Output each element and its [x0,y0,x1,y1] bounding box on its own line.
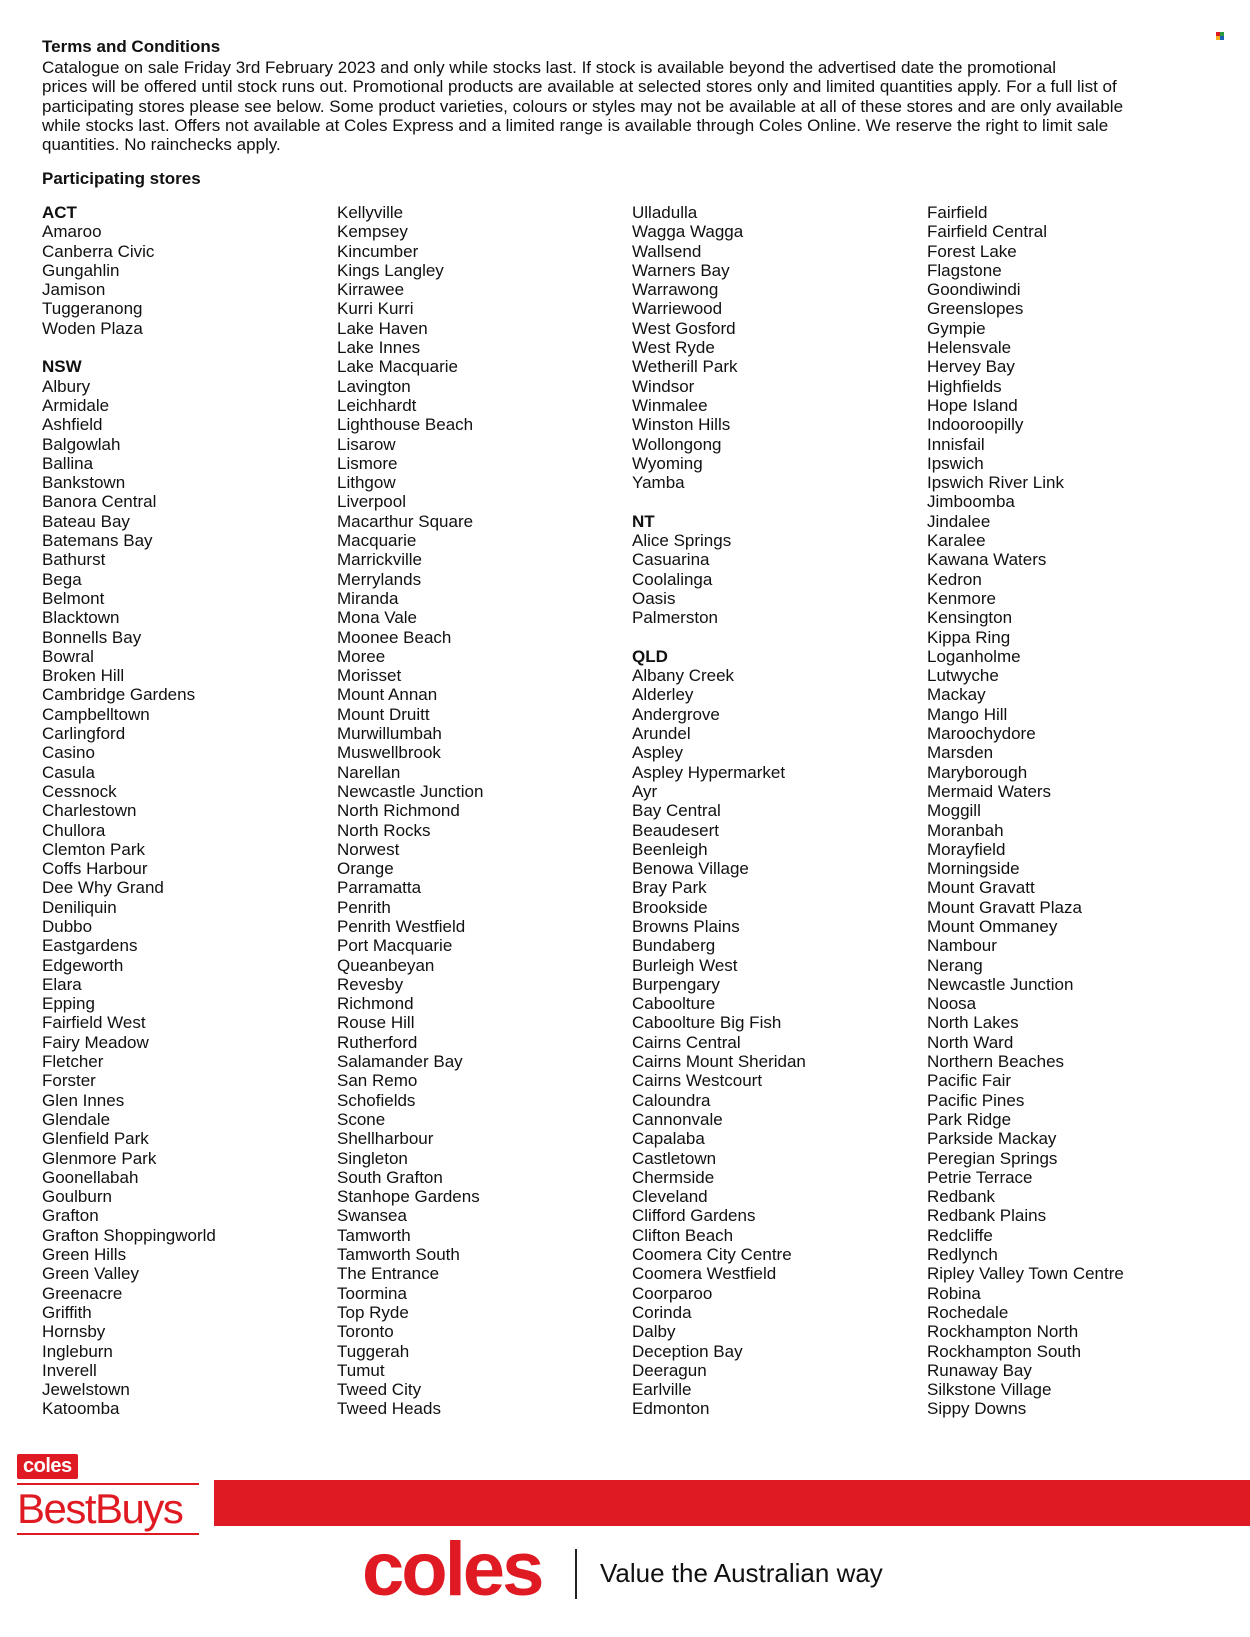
store-name: Rouse Hill [337,1013,415,1033]
store-name: Cessnock [42,781,117,801]
store-name: Ripley Valley Town Centre [927,1264,1124,1284]
store-name: Chermside [632,1167,715,1187]
store-name: Warriewood [632,299,723,319]
store-name: Goondiwindi [927,280,1021,300]
store-name: Gympie [927,318,986,338]
store-name: Redcliffe [927,1225,993,1245]
store-name: Alice Springs [632,531,732,551]
store-name: Newcastle Junction [337,781,484,801]
store-name: Kedron [927,569,982,589]
mini-coles-logo: coles [17,1454,78,1479]
store-name: Beenleigh [632,839,708,859]
store-name: Epping [42,994,95,1014]
store-name: Cairns Central [632,1032,741,1052]
store-name: Mount Gravatt Plaza [927,897,1082,917]
store-name: Winston Hills [632,415,731,435]
store-name: Green Valley [42,1264,140,1284]
store-name: North Rocks [337,820,431,840]
store-name: Kurri Kurri [337,299,414,319]
store-name: Clifton Beach [632,1225,734,1245]
store-name: Glen Innes [42,1090,125,1110]
store-name: Deeragun [632,1360,707,1380]
store-name: Bankstown [42,473,126,493]
store-name: Mount Gravatt [927,878,1035,898]
store-name: Toronto [337,1322,394,1342]
section-spacer [632,628,922,647]
store-name: Murwillumbah [337,724,442,744]
store-name: Burpengary [632,974,720,994]
store-name: Charlestown [42,801,137,821]
store-name: Coolalinga [632,569,713,589]
store-name: Ipswich River Link [927,473,1064,493]
store-name: Queanbeyan [337,955,435,975]
store-name: Bonnells Bay [42,627,142,647]
store-name: Flagstone [927,260,1002,280]
store-name: Tweed Heads [337,1399,441,1419]
store-name: Brookside [632,897,708,917]
store-name: Nerang [927,955,983,975]
store-name: Bowral [42,646,94,666]
store-name: Canberra Civic [42,241,155,261]
store-name: Grafton [42,1206,99,1226]
store-name: Schofields [337,1090,416,1110]
store-name: Helensvale [927,338,1012,358]
store-name: Moonee Beach [337,627,452,647]
store-name: Ingleburn [42,1341,113,1361]
store-name: Glenfield Park [42,1129,149,1149]
store-name: Bundaberg [632,936,716,956]
store-name: Park Ridge [927,1109,1012,1129]
store-name: Aspley [632,743,684,763]
store-name: Cairns Mount Sheridan [632,1052,806,1072]
store-name: Marrickville [337,550,422,570]
store-name: Silkstone Village [927,1380,1052,1400]
store-name: Mount Annan [337,685,438,705]
store-name: North Richmond [337,801,460,821]
terms-line: while stocks last. Offers not available at Coles Express and a limited range is available through Coles Online. We reserve the right to limit sale [42,115,1109,135]
store-name: Moggill [927,801,981,821]
red-banner [214,1480,1250,1526]
store-name: Tweed City [337,1380,422,1400]
store-name: Beaudesert [632,820,719,840]
store-name: Ipswich [927,453,984,473]
state-heading: QLD [632,646,668,666]
store-name: Green Hills [42,1245,127,1265]
store-name: Casuarina [632,550,710,570]
store-name: Ulladulla [632,203,698,222]
store-name: Caboolture [632,994,716,1014]
store-name: Glendale [42,1109,111,1129]
store-name: Katoomba [42,1399,120,1419]
store-name: Winmalee [632,395,708,415]
store-name: Ashfield [42,415,103,435]
store-name: Mount Druitt [337,704,430,724]
store-name: Greenacre [42,1283,123,1303]
store-name: Deniliquin [42,897,117,917]
store-name: Toormina [337,1283,407,1303]
store-name: Lake Macquarie [337,357,458,377]
store-name: Karalee [927,531,986,551]
store-name: Sippy Downs [927,1399,1027,1419]
store-name: Carlingford [42,724,126,744]
section-spacer [42,338,332,357]
terms-section [42,36,1212,154]
store-name: Newcastle Junction [927,974,1074,994]
store-name: Rockhampton South [927,1341,1082,1361]
store-name: Arundel [632,724,691,744]
store-name: Casula [42,762,95,782]
store-name: Ayr [632,781,658,801]
store-name: Fairfield Central [927,222,1047,242]
store-name: Ballina [42,453,94,473]
store-name: Penrith [337,897,391,917]
store-name: Rochedale [927,1302,1009,1322]
store-name: Mermaid Waters [927,781,1052,801]
store-column-2 [337,203,627,1419]
store-name: Tuggeranong [42,299,143,319]
store-name: Grafton Shoppingworld [42,1225,216,1245]
store-name: Gungahlin [42,260,120,280]
store-name: Dubbo [42,916,93,936]
store-name: Dalby [632,1322,676,1342]
store-name: Shellharbour [337,1129,434,1149]
terms-line: participating stores please see below. Some product varieties, colours or styles may not be available at all of these stores and are only available [42,96,1124,116]
store-name: North Lakes [927,1013,1019,1033]
store-name: Alderley [632,685,694,705]
state-heading: NSW [42,357,82,377]
store-name: Bateau Bay [42,511,130,531]
store-name: Cairns Westcourt [632,1071,763,1091]
store-name: Kippa Ring [927,627,1011,647]
store-name: Cannonvale [632,1109,723,1129]
store-name: Kellyville [337,203,404,222]
store-name: Greenslopes [927,299,1024,319]
store-name: Morningside [927,859,1020,879]
store-name: Tuggerah [337,1341,410,1361]
store-name: Edmonton [632,1399,710,1419]
store-name: Wallsend [632,241,702,261]
store-name: Clifford Gardens [632,1206,756,1226]
store-name: Bay Central [632,801,721,821]
store-name: Castletown [632,1148,717,1168]
logo-rule [17,1533,199,1535]
store-name: Chullora [42,820,106,840]
store-name: Coomera Westfield [632,1264,777,1284]
store-name: Banora Central [42,492,157,512]
store-name: Muswellbrook [337,743,441,763]
store-name: Redlynch [927,1245,998,1265]
store-name: Morayfield [927,839,1006,859]
store-name: Kenmore [927,588,996,608]
store-name: Port Macquarie [337,936,453,956]
store-name: Kensington [927,608,1013,628]
store-name: Lighthouse Beach [337,415,474,435]
store-name: Morisset [337,666,402,686]
store-name: Indooroopilly [927,415,1024,435]
store-name: Innisfail [927,434,985,454]
store-name: Oasis [632,588,676,608]
store-name: Rutherford [337,1032,418,1052]
store-name: Forest Lake [927,241,1017,261]
store-name: Jewelstown [42,1380,130,1400]
store-name: Windsor [632,376,695,396]
store-name: Kincumber [337,241,419,261]
store-name: Albury [42,376,91,396]
store-column-4 [927,203,1217,1419]
store-name: Goonellabah [42,1167,139,1187]
store-name: Noosa [927,994,977,1014]
store-name: Aspley Hypermarket [632,762,786,782]
store-name: Narellan [337,762,401,782]
store-name: Lisarow [337,434,396,454]
store-name: Belmont [42,588,105,608]
store-name: Rockhampton North [927,1322,1079,1342]
store-name: North Ward [927,1032,1014,1052]
store-name: Lutwyche [927,666,999,686]
store-name: Clemton Park [42,839,145,859]
participating-stores-title: Participating stores [42,169,201,188]
store-name: Wetherill Park [632,357,738,377]
store-name: Wagga Wagga [632,222,744,242]
store-name: Lake Innes [337,338,421,358]
store-name: Macquarie [337,531,417,551]
store-name: Orange [337,859,394,879]
store-name: Pacific Fair [927,1071,1012,1091]
store-name: Corinda [632,1302,692,1322]
store-name: Benowa Village [632,859,749,879]
state-heading: ACT [42,203,77,222]
store-name: Deception Bay [632,1341,743,1361]
store-name: Peregian Springs [927,1148,1058,1168]
store-name: Kings Langley [337,260,444,280]
store-name: Batemans Bay [42,531,153,551]
store-name: Stanhope Gardens [337,1187,480,1207]
store-name: Palmerston [632,608,718,628]
store-name: Pacific Pines [927,1090,1025,1110]
store-name: Edgeworth [42,955,124,975]
store-name: Amaroo [42,222,102,242]
store-name: Bray Park [632,878,707,898]
store-name: The Entrance [337,1264,440,1284]
store-name: Woden Plaza [42,318,143,338]
store-name: Earlville [632,1380,692,1400]
store-name: Richmond [337,994,414,1014]
brand-footer [362,1527,962,1613]
state-heading: NT [632,511,655,531]
coles-best-buys-logo [17,1454,199,1535]
store-name: Andergrove [632,704,720,724]
store-column-1 [42,203,332,1419]
store-name: Hope Island [927,395,1018,415]
store-name: Robina [927,1283,981,1303]
store-name: Miranda [337,588,399,608]
store-name: Inverell [42,1360,97,1380]
footer-divider [575,1549,577,1599]
store-name: Merrylands [337,569,422,589]
store-name: Liverpool [337,492,406,512]
store-name: Kempsey [337,222,408,242]
store-name: Wollongong [632,434,722,454]
terms-line: quantities. No rainchecks apply. [42,135,281,155]
store-name: Bathurst [42,550,106,570]
store-name: Fairy Meadow [42,1032,149,1052]
store-name: Caboolture Big Fish [632,1013,782,1033]
store-name: Norwest [337,839,400,859]
store-name: Cambridge Gardens [42,685,196,705]
store-name: Petrie Terrace [927,1167,1033,1187]
terms-heading: Terms and Conditions [42,37,221,56]
store-name: Scone [337,1109,386,1129]
store-name: Redbank Plains [927,1206,1047,1226]
store-name: Tumut [337,1360,385,1380]
store-name: Macarthur Square [337,511,474,531]
store-name: Redbank [927,1187,996,1207]
store-name: Blacktown [42,608,120,628]
store-name: Runaway Bay [927,1360,1032,1380]
store-name: Caloundra [632,1090,711,1110]
store-name: Cleveland [632,1187,708,1207]
store-name: Kawana Waters [927,550,1047,570]
store-name: Hornsby [42,1322,106,1342]
store-name: Lake Haven [337,318,428,338]
store-name: Jindalee [927,511,991,531]
store-name: Dee Why Grand [42,878,164,898]
store-name: Lithgow [337,473,396,493]
store-name: Griffith [42,1302,92,1322]
store-name: Glenmore Park [42,1148,157,1168]
corner-logo-icon [1216,32,1224,40]
store-name: Fairfield [927,203,988,222]
store-name: Marsden [927,743,994,763]
store-name: Highfields [927,376,1002,396]
store-name: Jamison [42,280,106,300]
store-name: West Gosford [632,318,736,338]
section-spacer [632,492,922,511]
store-name: Mona Vale [337,608,418,628]
store-name: Hervey Bay [927,357,1015,377]
store-name: Salamander Bay [337,1052,463,1072]
store-name: Warners Bay [632,260,730,280]
store-name: Swansea [337,1206,407,1226]
store-name: Lismore [337,453,398,473]
store-name: Albany Creek [632,666,735,686]
best-buys-wordmark: BestBuys [17,1485,183,1532]
store-name: Kirrawee [337,280,405,300]
store-name: Browns Plains [632,916,740,936]
store-name: Tamworth South [337,1245,460,1265]
store-name: Mango Hill [927,704,1008,724]
store-name: Lavington [337,376,411,396]
store-name: Singleton [337,1148,408,1168]
coles-logo: coles [362,1527,542,1612]
store-name: Fairfield West [42,1013,146,1033]
store-name: Top Ryde [337,1302,409,1322]
store-name: San Remo [337,1071,418,1091]
store-name: Penrith Westfield [337,916,466,936]
store-name: Tamworth [337,1225,411,1245]
store-name: Moree [337,646,386,666]
store-name: Eastgardens [42,936,138,956]
store-name: Parramatta [337,878,422,898]
store-name: Mackay [927,685,986,705]
store-name: Coomera City Centre [632,1245,792,1265]
terms-line: Catalogue on sale Friday 3rd February 2023 and only while stocks last. If stock is available beyond the advertised date the promotional [42,58,1056,77]
store-name: Burleigh West [632,955,738,975]
store-name: Elara [42,974,82,994]
store-name: Campbelltown [42,704,150,724]
store-name: Moranbah [927,820,1004,840]
terms-line: prices will be offered until stock runs out. Promotional products are available at selected stores only and limited quantities apply. For a full list of [42,77,1117,97]
store-name: Parkside Mackay [927,1129,1057,1149]
store-name: Revesby [337,974,404,994]
store-name: Coffs Harbour [42,859,148,879]
store-name: Goulburn [42,1187,112,1207]
store-name: Balgowlah [42,434,121,454]
store-name: West Ryde [632,338,715,358]
store-name: Warrawong [632,280,719,300]
store-name: Fletcher [42,1052,104,1072]
store-name: Jimboomba [927,492,1015,512]
store-name: Coorparoo [632,1283,713,1303]
store-name: Bega [42,569,82,589]
tagline: Value the Australian way [600,1558,883,1588]
store-name: Maryborough [927,762,1028,782]
store-name: Broken Hill [42,666,125,686]
store-name: Nambour [927,936,997,956]
store-name: Loganholme [927,646,1021,666]
store-name: Capalaba [632,1129,705,1149]
store-name: Wyoming [632,453,703,473]
store-name: Forster [42,1071,96,1091]
store-name: Casino [42,743,95,763]
store-name: Leichhardt [337,395,417,415]
store-column-3 [632,203,922,1419]
store-name: Mount Ommaney [927,916,1058,936]
store-name: Yamba [632,473,685,493]
store-name: Maroochydore [927,724,1036,744]
store-name: South Grafton [337,1167,443,1187]
store-name: Armidale [42,395,110,415]
store-name: Northern Beaches [927,1052,1065,1072]
